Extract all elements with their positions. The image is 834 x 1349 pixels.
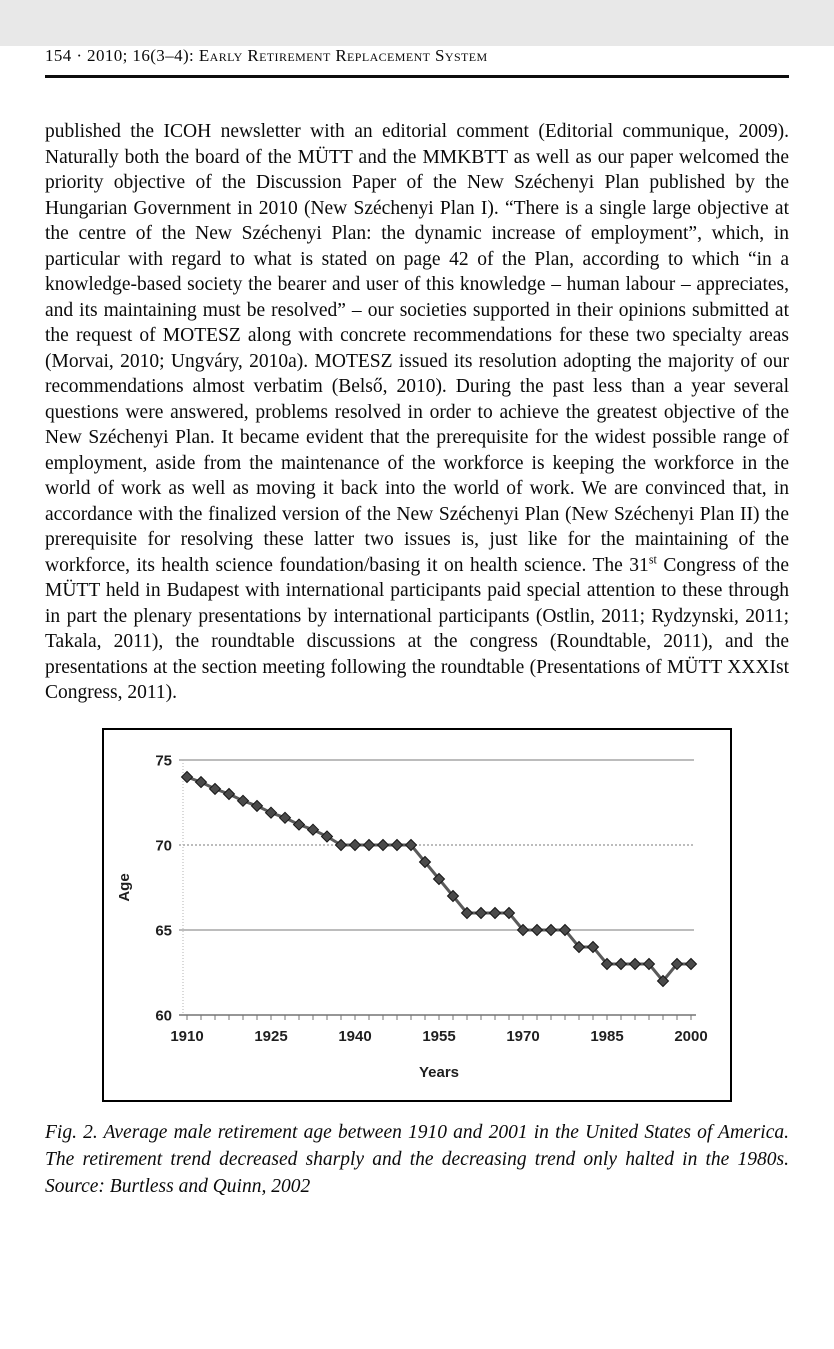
body-text-part2: Congress of the MÜTT held in Budapest with international participants paid special attention to these through in part the plenary presentations by international participants (Ostlin, 2011; Rydzynski, 2011; Takala, 2011), the roundtable discussions at the congress (Roundtable, 2011), and the presentations at the section meeting following the roundtable (Presentations of MÜTT XXXIst Congress, 2011). bbox=[45, 554, 789, 703]
data-point-marker bbox=[210, 783, 221, 794]
y-tick-label: 65 bbox=[155, 922, 172, 939]
data-point-marker bbox=[350, 839, 361, 850]
data-point-marker bbox=[224, 788, 235, 799]
y-tick-label: 75 bbox=[155, 752, 172, 769]
data-point-marker bbox=[280, 812, 291, 823]
data-point-marker bbox=[182, 771, 193, 782]
x-tick-label: 1970 bbox=[506, 1027, 540, 1045]
x-tick-label: 1940 bbox=[338, 1027, 372, 1045]
data-point-marker bbox=[266, 807, 277, 818]
data-point-marker bbox=[196, 776, 207, 787]
figure-caption: Fig. 2. Average male retirement age between 1910 and 2001 in the United States of America. The retirement trend decreased sharply and the decreasing trend only halted in the 1980s. Source: Burtless and Quinn, 2002 bbox=[45, 1121, 789, 1197]
header-journal-info: 154 · 2010; 16(3–4): bbox=[45, 46, 199, 65]
x-tick-label: 1955 bbox=[422, 1027, 456, 1045]
data-point-marker bbox=[686, 958, 697, 969]
header-article-title: Early Retirement Replacement System bbox=[198, 46, 488, 65]
data-point-marker bbox=[238, 795, 249, 806]
data-point-marker bbox=[616, 958, 627, 969]
x-tick-label: 1910 bbox=[170, 1027, 204, 1045]
data-point-marker bbox=[532, 924, 543, 935]
data-point-marker bbox=[378, 839, 389, 850]
y-axis-title: Age bbox=[116, 872, 133, 902]
body-text-part1: published the ICOH newsletter with an editorial comment (Editorial communique, 2009). Naturally both the board of the MÜTT and the MMKBTT as well as our paper welcomed the priority objective of the Discussion Paper of the New Széchenyi Plan published by the Hungarian Government in 2010 (New Széchenyi Plan I). “There is a single large objective at the centre of the New Széchenyi Plan: the dynamic increase of employment”, which, in particular with regard to what is stated on page 42 of the Plan, according to which “in a knowledge-based society the bearer and user of this knowledge – human labour – appreciates, and its maintaining must be resolved” – our societies supported in their opinions submitted at the request of MOTESZ along with concrete recommendations for these two specialty areas (Morvai, 2010; Ungváry, 2010a). MOTESZ issued its resolution adopting the majority of our recommendations almost verbatim (Belső, 2010). During the past less than a year several questions were answered, problems resolved in order to achieve the greatest objective of the New Széchenyi Plan. It became evident that the prerequisite for the widest possible range of employment, aside from the maintenance of the workforce is keeping the workforce in the world of work as well as moving it back into the world of work. We are convinced that, in accordance with the finalized version of the New Széchenyi Plan (New Széchenyi Plan II) the prerequisite for resolving these latter two issues is, just like for the maintaining of the workforce, its health science foundation/basing it on health science. The 31 bbox=[45, 121, 789, 576]
page bbox=[0, 46, 834, 1349]
data-point-marker bbox=[252, 800, 263, 811]
data-point-marker bbox=[294, 819, 305, 830]
body-paragraph bbox=[45, 119, 789, 706]
x-tick-label: 1985 bbox=[590, 1027, 624, 1045]
figure-2 bbox=[102, 728, 732, 1102]
data-point-marker bbox=[476, 907, 487, 918]
data-point-marker bbox=[546, 924, 557, 935]
page-header bbox=[45, 46, 789, 78]
x-axis-title: Years bbox=[418, 1063, 460, 1081]
data-point-marker bbox=[308, 824, 319, 835]
y-tick-label: 70 bbox=[155, 837, 172, 854]
data-point-marker bbox=[392, 839, 403, 850]
x-tick-label: 2000 bbox=[674, 1027, 708, 1045]
ordinal-superscript: st bbox=[648, 552, 657, 566]
data-point-marker bbox=[490, 907, 501, 918]
data-point-marker bbox=[364, 839, 375, 850]
y-tick-label: 60 bbox=[155, 1007, 172, 1024]
data-point-marker bbox=[630, 958, 641, 969]
retirement-age-chart bbox=[104, 730, 730, 1100]
x-tick-label: 1925 bbox=[254, 1027, 288, 1045]
